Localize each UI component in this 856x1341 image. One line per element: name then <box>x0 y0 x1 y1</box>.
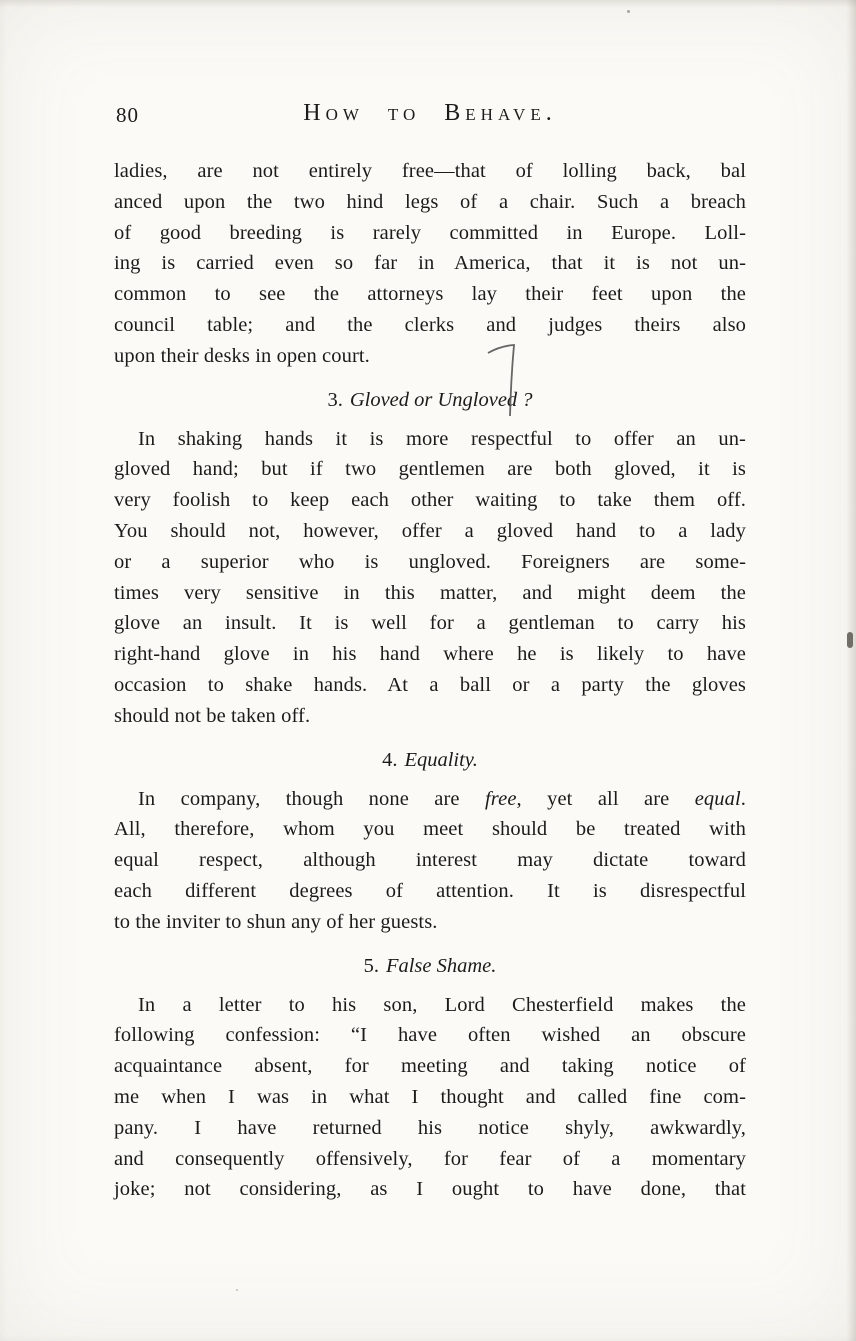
section-title: Equality. <box>404 748 478 771</box>
running-title: How to Behave. <box>303 100 557 126</box>
text-line: anced upon the two hind legs of a chair. Such a breach <box>114 190 746 213</box>
section-heading <box>114 389 746 412</box>
text-line: following confession: “I have often wished an obscure <box>114 1024 746 1047</box>
section-heading <box>114 749 746 772</box>
section-heading <box>114 955 746 978</box>
text-line: times very sensitive in this matter, and might deem the <box>114 581 746 604</box>
section-number: 5. <box>363 954 379 977</box>
text-line: In shaking hands it is more respectful to offer an un- <box>138 427 746 450</box>
text-line: You should not, however, offer a gloved hand to a lady <box>114 519 746 542</box>
paragraph-continuation <box>114 156 746 372</box>
text-line: right-hand glove in his hand where he is likely to have <box>114 643 746 666</box>
text-line: pany. I have returned his notice shyly, awkwardly, <box>114 1116 746 1139</box>
section-title: False Shame. <box>385 954 497 977</box>
section-gloved-or-ungloved <box>114 389 746 732</box>
text-line: upon their desks in open court. <box>114 344 370 367</box>
text-line: acquaintance absent, for meeting and taking notice of <box>114 1055 746 1078</box>
text-line: occasion to shake hands. At a ball or a party the gloves <box>114 673 746 696</box>
text-line: glove an insult. It is well for a gentleman to carry his <box>114 612 746 635</box>
section-paragraph <box>114 424 746 732</box>
section-paragraph <box>114 784 746 938</box>
text-line: and consequently offensively, for fear of a momentary <box>114 1147 746 1170</box>
page-number: 80 <box>116 103 139 127</box>
section-number: 4. <box>382 748 398 771</box>
text-line: joke; not considering, as I ought to have done, that <box>114 1178 746 1201</box>
text-line: very foolish to keep each other waiting to take them off. <box>114 489 746 512</box>
text-line: In a letter to his son, Lord Chesterfield makes the <box>138 993 746 1016</box>
text-line: In company, though none are free, yet all are equal. <box>138 787 746 810</box>
scan-speck <box>627 10 630 13</box>
text-line: of good breeding is rarely committed in Europe. Loll- <box>114 221 746 244</box>
text-line: All, therefore, whom you meet should be treated with <box>114 818 746 841</box>
page-content <box>114 100 746 1205</box>
text-line: to the inviter to shun any of her guests. <box>114 910 438 933</box>
text-line: equal respect, although interest may dictate toward <box>114 849 746 872</box>
section-false-shame <box>114 955 746 1206</box>
scan-speck <box>236 1289 238 1291</box>
section-equality <box>114 749 746 938</box>
section-paragraph <box>114 990 746 1206</box>
section-number: 3. <box>327 388 343 411</box>
text-line: ing is carried even so far in America, that it is not un- <box>114 252 746 275</box>
text-line: should not be taken off. <box>114 704 311 727</box>
text-line: gloved hand; but if two gentlemen are both gloved, it is <box>114 458 746 481</box>
text-line: ladies, are not entirely free—that of lolling back, bal <box>114 160 746 182</box>
scan-speck <box>847 632 853 648</box>
section-title: Gloved or Ungloved ? <box>349 388 533 411</box>
page-header <box>114 100 746 132</box>
text-line: each different degrees of attention. It is disrespectful <box>114 879 746 902</box>
text-line: council table; and the clerks and judges theirs also <box>114 313 746 336</box>
text-line: me when I was in what I thought and called fine com- <box>114 1085 746 1108</box>
text-line: common to see the attorneys lay their feet upon the <box>114 283 746 306</box>
text-line: or a superior who is ungloved. Foreigners are some- <box>114 550 746 573</box>
